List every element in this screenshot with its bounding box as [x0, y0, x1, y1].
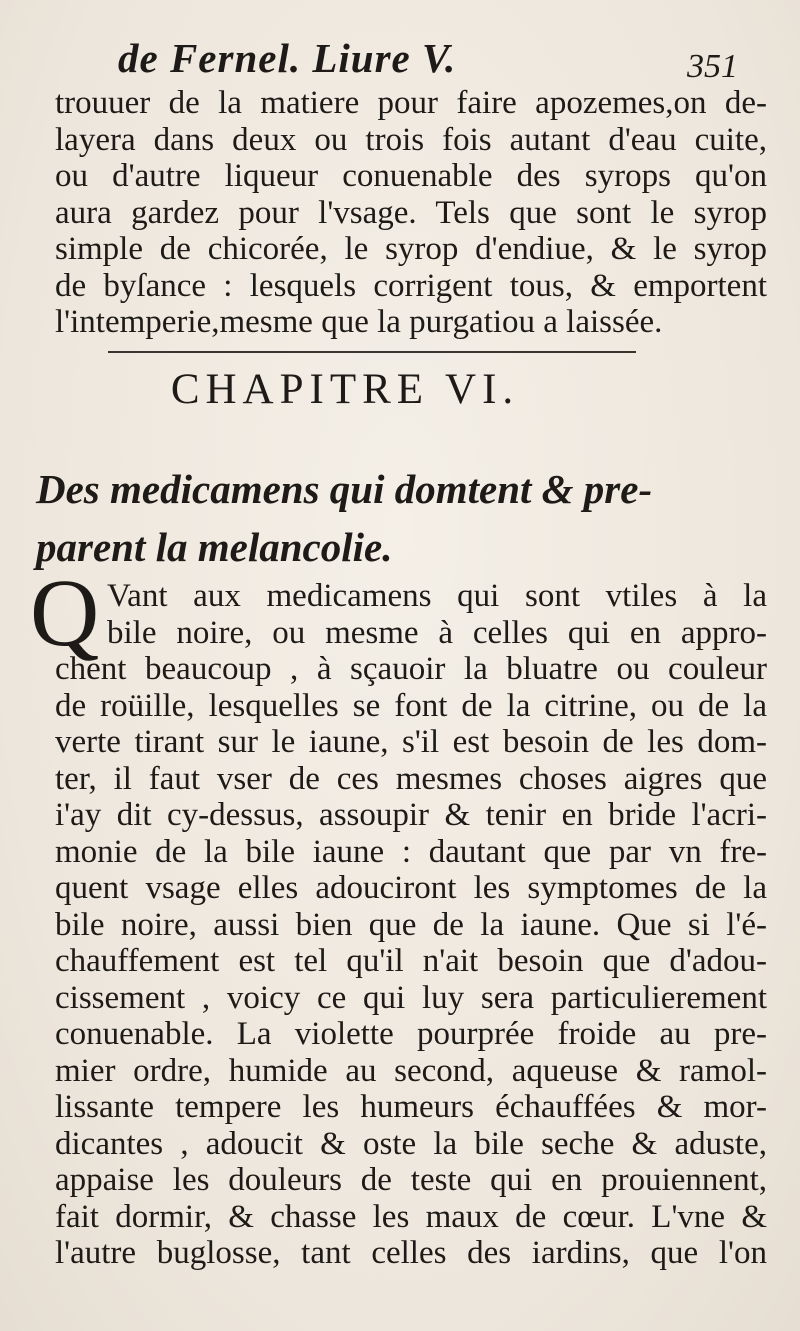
text-line: layera dans deux ou trois fois autant d'eau cuite, [55, 121, 767, 158]
drop-cap: Q [30, 559, 100, 666]
text-line: conuenable. La violette pourprée froide au pre- [55, 1016, 767, 1052]
text-line: de roüille, lesquelles se font de la citrine, ou de la [55, 687, 767, 724]
text-line: mier ordre, humide au second, aqueuse & ramol- [55, 1052, 767, 1089]
section-divider [108, 351, 636, 353]
text-line: i'ay dit cy-dessus, assoupir & tenir en bride l'acri- [55, 797, 767, 833]
text-line: verte tirant sur le iaune, s'il est besoin de les dom- [55, 724, 767, 760]
text-line: trouuer de la matiere pour faire apozemes,on de- [55, 85, 767, 121]
subtitle-line: Des medicamens qui domtent & pre- [36, 466, 653, 512]
text-line: dicantes , adoucit & oste la bile seche & aduste, [55, 1125, 767, 1162]
continuation-paragraph [55, 85, 767, 341]
text-line: monie de la bile iaune : dautant que par vn fre- [55, 833, 767, 870]
text-line: quent vsage elles adouciront les symptomes de la [55, 870, 767, 906]
text-line: aura gardez pour l'vsage. Tels que sont le syrop [55, 194, 767, 231]
text-line: fait dormir, & chasse les maux de cœur. L'vne & [55, 1198, 767, 1235]
text-line: cissement , voicy ce qui luy sera particulierement [55, 979, 767, 1016]
text-line: simple de chicorée, le syrop d'endiue, & le syrop [55, 231, 767, 267]
chapter-heading-text: CHAPITRE VI. [170, 366, 520, 413]
running-title: de Fernel. Liure V. [118, 35, 457, 81]
text-line: lissante tempere les humeurs échauffées & mor- [55, 1089, 767, 1125]
text-line: ter, il faut vser de ces mesmes choses aigres que [55, 760, 767, 797]
text-line: Vant aux medicamens qui sont vtiles à la [107, 578, 767, 614]
page-number: 351 [687, 48, 738, 85]
chapter-heading [0, 365, 800, 414]
text-line: appaise les douleurs de teste qui en prouiennent, [55, 1162, 767, 1198]
subtitle-line: parent la melancolie. [36, 524, 393, 570]
text-line: l'autre buglosse, tant celles des iardins, que l'on [55, 1235, 767, 1271]
main-paragraph [55, 578, 767, 1272]
chapter-subtitle [36, 460, 766, 576]
text-line: bile noire, aussi bien que de la iaune. Que si l'é- [55, 906, 767, 943]
text-line: de byſance : lesquels corrigent tous, & emportent [55, 267, 767, 304]
text-line: bile noire, ou mesme à celles qui en appro- [107, 614, 767, 651]
text-line: chauffement est tel qu'il n'ait besoin que d'adou- [55, 943, 767, 979]
text-line: l'intemperie,mesme que la purgatiou a laissée. [55, 304, 663, 340]
text-line: ou d'autre liqueur conuenable des syrops qu'on [55, 158, 767, 194]
text-line: chent beaucoup , à sçauoir la bluatre ou couleur [55, 651, 767, 687]
